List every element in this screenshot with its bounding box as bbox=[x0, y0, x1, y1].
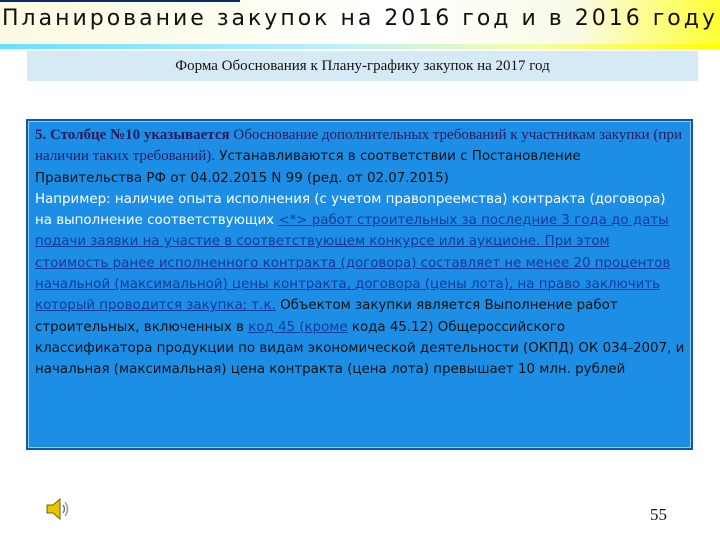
works-link[interactable]: <*> работ строительных за последние 3 года до даты подачи заявки на участие в соответствующем конкурсе или аукционе. При этом стоимость ранее исполненного контракта (договора) составляет не менее 20 процентов начальной (максимальной) цены контракта, договора (цены лота), на право заключить который проводится закупка; т.к. bbox=[35, 213, 671, 314]
example-text: наличие опыта исполнения (с учетом правопреемства) контракта (договора) на выполнение соответствующих bbox=[35, 191, 666, 229]
page-title: Планирование закупок на 2016 год и в 2016 году bbox=[1, 6, 718, 31]
title-underline bbox=[0, 44, 720, 49]
tail-text: кода 45.12) Общероссийского классификатора продукции по видам экономической деятельности (ОКПД) ОК 034-2007, и начальная (максимальная) цена контракта (цена лота) превышает 10 млн. рублей bbox=[35, 319, 685, 378]
subtitle-banner bbox=[27, 51, 698, 81]
lead-description: Обоснование дополнительных требований к участникам закупки (при наличии таких требований). bbox=[35, 127, 682, 165]
example-label: Например: bbox=[35, 191, 111, 207]
speaker-icon[interactable] bbox=[45, 497, 71, 521]
subtitle-text: Форма Обоснования к Плану-графику закупок на 2017 год bbox=[175, 57, 550, 74]
code-45-link[interactable]: код 45 (кроме bbox=[248, 319, 348, 335]
title-top-rule bbox=[0, 0, 240, 2]
regulation-text: Устанавливаются в соответствии с Постановление Правительства РФ от 04.02.2015 N 99 (ред. от 02.07.2015) bbox=[35, 149, 581, 186]
content-text bbox=[35, 125, 685, 381]
object-text: Объектом закупки является Выполнение работ строительных, включенных в bbox=[35, 298, 618, 335]
lead-heading: 5. Столбце №10 указывается bbox=[35, 127, 230, 143]
page-number: 55 bbox=[650, 505, 667, 524]
